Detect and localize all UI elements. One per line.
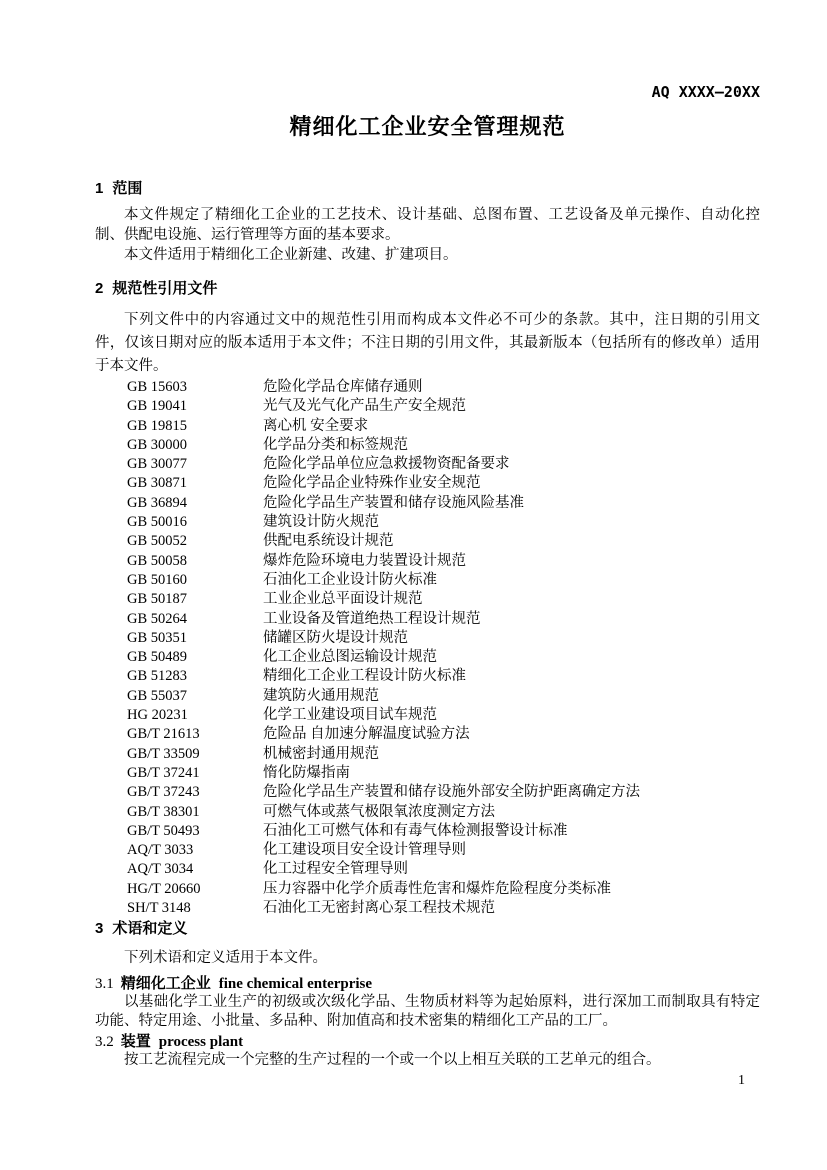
- reference-code: GB/T 21613: [127, 726, 200, 743]
- reference-title: 可燃气体或蒸气极限氧浓度测定方法: [263, 803, 495, 820]
- reference-row: [95, 436, 760, 455]
- reference-code: HG 20231: [127, 707, 188, 724]
- reference-title: 化学品分类和标签规范: [263, 436, 408, 453]
- term-chinese: 装置: [120, 1033, 151, 1051]
- reference-row: [95, 899, 760, 918]
- reference-title: 精细化工企业工程设计防火标准: [263, 668, 466, 685]
- reference-code: GB 30871: [127, 475, 188, 492]
- section-1-heading: [95, 180, 760, 197]
- reference-title: 化工企业总图运输设计规范: [263, 649, 437, 666]
- reference-code: GB/T 33509: [127, 745, 200, 762]
- reference-code: GB 50187: [127, 591, 188, 608]
- reference-title: 供配电系统设计规范: [263, 533, 394, 550]
- term-number: 3.2: [95, 1034, 114, 1051]
- references-intro: 下列文件中的内容通过文中的规范性引用而构成本文件必不可少的条款。其中，注日期的引用文件，仅该日期对应的版本适用于本文件；不注日期的引用文件，其最新版本（包括所有的修改单）适用于本文件。: [95, 312, 760, 374]
- reference-title: 石油化工企业设计防火标准: [263, 571, 437, 588]
- reference-row: [95, 687, 760, 706]
- term-definition: 按工艺流程完成一个完整的生产过程的一个或一个以上相互关联的工艺单元的组合。: [124, 1052, 661, 1069]
- term-heading: [95, 975, 760, 993]
- reference-row: [95, 783, 760, 802]
- term-block: [95, 1033, 760, 1070]
- reference-row: [95, 667, 760, 686]
- reference-title: 危险化学品仓库储存通则: [263, 379, 423, 395]
- section-3-heading: [95, 920, 760, 937]
- term-english: fine chemical enterprise: [218, 976, 373, 993]
- section-2-heading: [95, 280, 760, 297]
- reference-title: 工业企业总平面设计规范: [263, 591, 423, 608]
- page-number: 1: [738, 1073, 745, 1088]
- section-3-number: 3: [95, 920, 104, 938]
- reference-row: [95, 552, 760, 571]
- reference-code: GB 50058: [127, 552, 188, 569]
- reference-title: 建筑设计防火规范: [263, 514, 379, 531]
- section-1-number: 1: [95, 180, 104, 197]
- reference-code: GB 55037: [127, 687, 188, 704]
- reference-code: GB 50160: [127, 571, 188, 588]
- reference-title: 危险化学品单位应急救援物资配备要求: [263, 456, 510, 473]
- reference-code: GB 50052: [127, 533, 188, 550]
- reference-row: [95, 706, 760, 725]
- reference-title: 建筑防火通用规范: [263, 687, 379, 704]
- reference-code: GB 30077: [127, 456, 188, 473]
- section-1-label: 范围: [112, 180, 143, 197]
- reference-row: [95, 474, 760, 493]
- reference-row: [95, 764, 760, 783]
- reference-code: GB 19815: [127, 417, 188, 434]
- terms-list: [95, 975, 760, 1070]
- reference-row: [95, 880, 760, 899]
- section-3-label: 术语和定义: [112, 920, 188, 938]
- reference-title: 石油化工可燃气体和有毒气体检测报警设计标准: [263, 822, 568, 839]
- terms-intro: 下列术语和定义适用于本文件。: [124, 950, 327, 967]
- reference-title: 机械密封通用规范: [263, 745, 379, 762]
- reference-code: HG/T 20660: [127, 880, 201, 897]
- document-title: 精细化工企业安全管理规范: [289, 114, 566, 139]
- reference-row: [95, 397, 760, 416]
- references-list: [95, 378, 760, 918]
- reference-title: 化学工业建设项目试车规范: [263, 707, 437, 724]
- standard-number: AQ XXXX—20XX: [651, 83, 760, 101]
- reference-row: [95, 822, 760, 841]
- reference-code: GB/T 38301: [127, 803, 200, 820]
- reference-row: [95, 648, 760, 667]
- reference-row: [95, 841, 760, 860]
- scope-paragraph-1: 本文件规定了精细化工企业的工艺技术、设计基础、总图布置、工艺设备及单元操作、自动化控制、供配电设施、运行管理等方面的基本要求。: [95, 207, 760, 243]
- reference-code: GB 19041: [127, 398, 188, 415]
- reference-row: [95, 629, 760, 648]
- reference-row: [95, 455, 760, 474]
- term-block: [95, 975, 760, 1031]
- reference-title: 石油化工无密封离心泵工程技术规范: [263, 900, 495, 917]
- reference-code: GB 50264: [127, 610, 188, 627]
- term-english: process plant: [158, 1034, 244, 1051]
- reference-code: GB 50489: [127, 649, 188, 666]
- reference-title: 光气及光气化产品生产安全规范: [263, 398, 466, 415]
- reference-row: [95, 494, 760, 513]
- term-heading: [95, 1033, 760, 1051]
- reference-code: GB/T 50493: [127, 822, 200, 839]
- reference-row: [95, 417, 760, 436]
- reference-code: GB 51283: [127, 668, 188, 685]
- reference-title: 化工建设项目安全设计管理导则: [263, 842, 466, 859]
- reference-code: GB 15603: [127, 379, 188, 395]
- reference-row: [95, 860, 760, 879]
- reference-title: 危险化学品生产装置和储存设施风险基准: [263, 494, 524, 511]
- reference-title: 危险化学品生产装置和储存设施外部安全防护距离确定方法: [263, 784, 640, 801]
- reference-row: [95, 610, 760, 629]
- reference-row: [95, 590, 760, 609]
- reference-row: [95, 725, 760, 744]
- reference-title: 压力容器中化学介质毒性危害和爆炸危险程度分类标准: [263, 880, 611, 897]
- reference-code: GB 30000: [127, 436, 188, 453]
- reference-title: 化工过程安全管理导则: [263, 861, 408, 878]
- reference-code: GB/T 37241: [127, 764, 200, 781]
- reference-row: [95, 745, 760, 764]
- reference-title: 离心机 安全要求: [263, 417, 369, 434]
- reference-title: 危险品 自加速分解温度试验方法: [263, 726, 470, 743]
- section-2-number: 2: [95, 280, 104, 297]
- reference-code: SH/T 3148: [127, 900, 191, 917]
- reference-code: GB 50016: [127, 514, 188, 531]
- reference-row: [95, 378, 760, 397]
- reference-title: 储罐区防火堤设计规范: [263, 629, 408, 646]
- reference-row: [95, 803, 760, 822]
- reference-title: 爆炸危险环境电力装置设计规范: [263, 552, 466, 569]
- term-chinese: 精细化工企业: [120, 975, 211, 993]
- reference-title: 工业设备及管道绝热工程设计规范: [263, 610, 481, 627]
- reference-code: GB 50351: [127, 629, 188, 646]
- section-2-label: 规范性引用文件: [112, 280, 218, 297]
- term-number: 3.1: [95, 976, 114, 993]
- reference-row: [95, 571, 760, 590]
- reference-code: AQ/T 3034: [127, 861, 194, 878]
- reference-title: 惰化防爆指南: [263, 764, 350, 781]
- reference-row: [95, 513, 760, 532]
- reference-code: GB 36894: [127, 494, 188, 511]
- reference-row: [95, 532, 760, 551]
- term-definition: 以基础化学工业生产的初级或次级化学品、生物质材料等为起始原料，进行深加工而制取具有特定功能、特定用途、小批量、多品种、附加值高和技术密集的精细化工产品的工厂。: [95, 994, 760, 1030]
- reference-code: GB/T 37243: [127, 784, 200, 801]
- reference-title: 危险化学品企业特殊作业安全规范: [263, 475, 481, 492]
- scope-paragraph-2: 本文件适用于精细化工企业新建、改建、扩建项目。: [124, 247, 458, 263]
- reference-code: AQ/T 3033: [127, 842, 194, 859]
